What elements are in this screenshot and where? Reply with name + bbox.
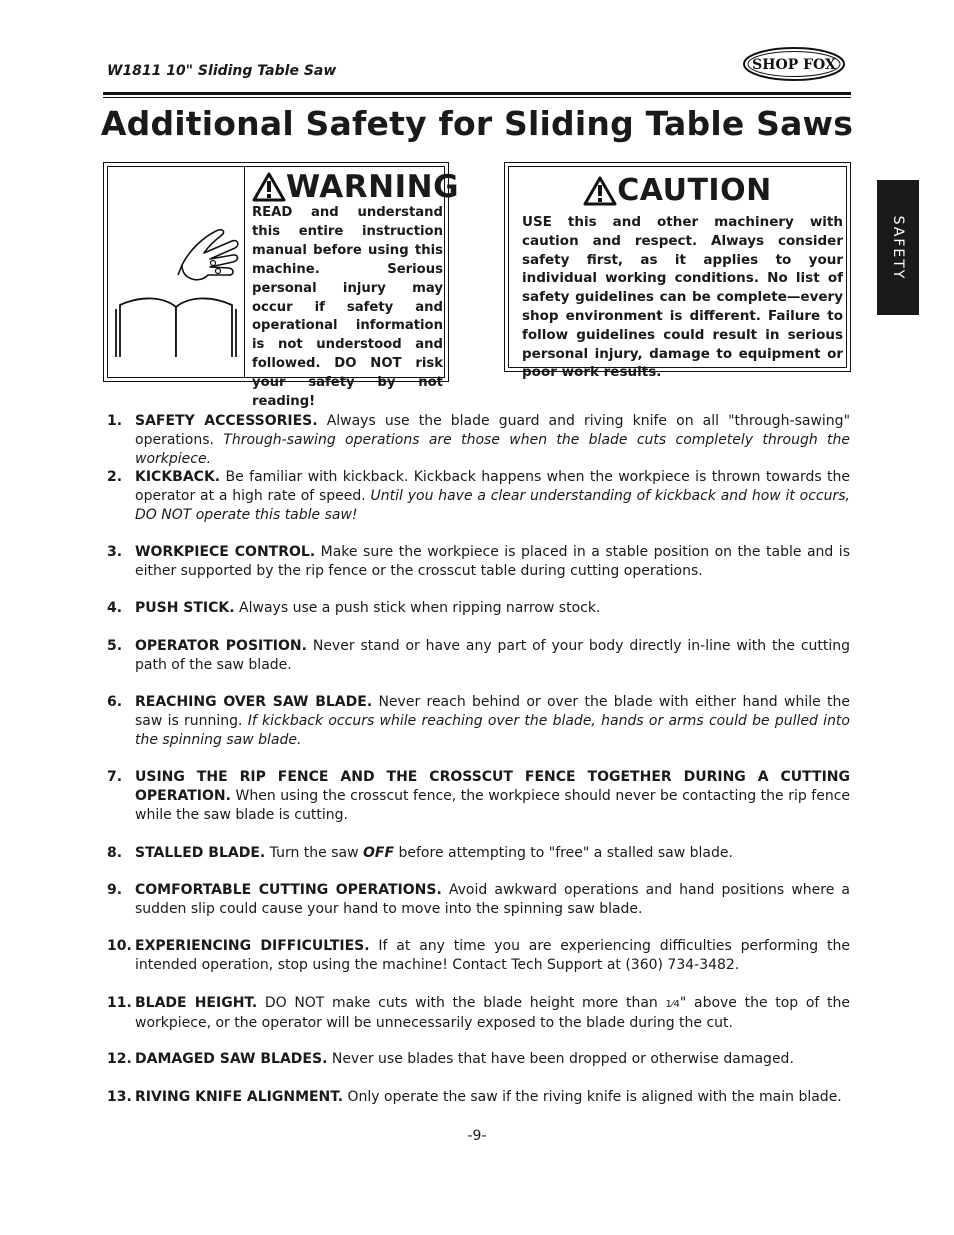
list-item — [107, 844, 850, 863]
item-text: Turn the saw — [269, 845, 359, 861]
item-italic: Through-sawing operations are those when the blade cuts completely through the workpiece. — [135, 432, 851, 467]
fraction: 1⁄4 — [665, 999, 680, 1010]
caution-heading — [509, 173, 846, 208]
list-item — [107, 768, 850, 825]
item-text-after: " above the top of the workpiece, or the operator will be unnecessarily exposed to the blade during the cut. — [135, 995, 850, 1031]
logo-text: SHOP FOX — [752, 57, 836, 73]
warning-text: READ and understand this entire instruction manual before using this machine. Serious personal injury may occur if safety and operational information is not understood and followed. DO NOT risk your safety by not reading! — [252, 205, 443, 410]
caution-text: USE this and other machinery with caution and respect. Always consider safety first, as it applies to your individual working conditions. No list of safety guidelines can be complete—every shop environment is different. Failure to follow guidelines could result in serious personal injury, damage to equipment or poor work results. — [522, 214, 843, 381]
item-number: 5. — [107, 638, 123, 654]
list-item — [107, 599, 850, 618]
item-text: Never use blades that have been dropped or otherwise damaged. — [331, 1051, 794, 1067]
item-number: 9. — [107, 882, 123, 898]
item-title: REACHING OVER SAW BLADE. — [135, 694, 373, 710]
item-number: 7. — [107, 769, 123, 785]
item-text: Only operate the saw if the riving knife is aligned with the main blade. — [347, 1089, 842, 1105]
item-text: When using the crosscut fence, the workpiece should never be contacting the rip fence while the saw blade is cutting. — [135, 788, 851, 823]
item-text: Be familiar with kickback. Kickback happens when the workpiece is thrown towards the operator at a high rate of speed. — [135, 469, 850, 504]
item-number: 2. — [107, 469, 123, 485]
item-title: RIVING KNIFE ALIGNMENT. — [135, 1089, 344, 1105]
list-item — [107, 994, 850, 1033]
item-text: Always use a push stick when ripping narrow stock. — [239, 600, 601, 616]
item-text: Never reach behind or over the blade with either hand while the saw is running. — [135, 694, 850, 729]
header-rule — [103, 92, 851, 95]
item-title: USING THE RIP FENCE AND THE CROSSCUT FENCE TOGETHER DURING A CUTTING OPERATION. — [135, 769, 850, 804]
list-item — [107, 693, 850, 750]
item-title: SAFETY ACCESSORIES. — [135, 413, 318, 429]
list-item — [107, 881, 850, 919]
item-text-after: before attempting to "free" a stalled saw blade. — [398, 845, 733, 861]
off-word: OFF — [363, 845, 395, 861]
page-title: Additional Safety for Sliding Table Saws — [100, 104, 854, 143]
warning-divider — [244, 167, 245, 377]
item-title: STALLED BLADE. — [135, 845, 266, 861]
item-number: 6. — [107, 694, 123, 710]
item-title: PUSH STICK. — [135, 600, 235, 616]
caution-heading-text: CAUTION — [617, 173, 772, 208]
warning-triangle-icon — [252, 172, 286, 202]
item-number: 13. — [107, 1089, 132, 1105]
document-title: W1811 10" Sliding Table Saw — [107, 63, 337, 79]
read-manual-icon — [112, 197, 240, 357]
item-italic: Until you have a clear understanding of kickback and how it occurs, DO NOT operate this table saw! — [135, 488, 851, 523]
list-item — [107, 637, 850, 675]
section-tab — [877, 180, 919, 315]
item-title: OPERATOR POSITION. — [135, 638, 307, 654]
item-italic: If kickback occurs while reaching over the blade, hands or arms could be pulled into the spinning saw blade. — [135, 713, 850, 748]
item-number: 3. — [107, 544, 123, 560]
item-number: 11. — [107, 995, 132, 1011]
item-text: Always use the blade guard and riving knife on all "through-sawing" operations. — [135, 413, 851, 448]
item-text: Never stand or have any part of your body directly in-line with the cutting path of the saw blade. — [135, 638, 851, 673]
list-item — [107, 543, 850, 581]
shop-fox-logo — [742, 46, 846, 82]
page-number: -9- — [467, 1128, 487, 1144]
item-number: 4. — [107, 600, 123, 616]
item-title: COMFORTABLE CUTTING OPERATIONS. — [135, 882, 442, 898]
item-text: Avoid awkward operations and hand positions where a sudden slip could cause your hand to move into the spinning saw blade. — [135, 882, 851, 917]
item-text: If at any time you are experiencing difficulties performing the intended operation, stop using the machine! Contact Tech Support at (360) 734-3482. — [135, 938, 851, 973]
warning-box — [103, 162, 460, 410]
item-title: DAMAGED SAW BLADES. — [135, 1051, 328, 1067]
item-text: Make sure the workpiece is placed in a stable position on the table and is either supported by the rip fence or the crosscut table during cutting operations. — [135, 544, 850, 579]
caution-box — [504, 162, 851, 381]
item-text: DO NOT make cuts with the blade height more than — [264, 995, 658, 1011]
list-item — [107, 1050, 850, 1069]
section-tab-label: SAFETY — [890, 215, 906, 280]
item-number: 10. — [107, 938, 132, 954]
list-item — [107, 1088, 850, 1107]
list-item — [107, 468, 850, 525]
list-item — [107, 412, 850, 469]
item-title: EXPERIENCING DIFFICULTIES. — [135, 938, 370, 954]
item-title: BLADE HEIGHT. — [135, 995, 258, 1011]
caution-triangle-icon — [583, 176, 617, 206]
header-rule-thin — [103, 97, 851, 98]
item-title: KICKBACK. — [135, 469, 221, 485]
list-item — [107, 937, 850, 975]
warning-heading — [252, 169, 459, 205]
item-title: WORKPIECE CONTROL. — [135, 544, 316, 560]
item-number: 12. — [107, 1051, 132, 1067]
warning-heading-text: WARNING — [286, 169, 460, 205]
item-number: 1. — [107, 413, 123, 429]
item-number: 8. — [107, 845, 123, 861]
